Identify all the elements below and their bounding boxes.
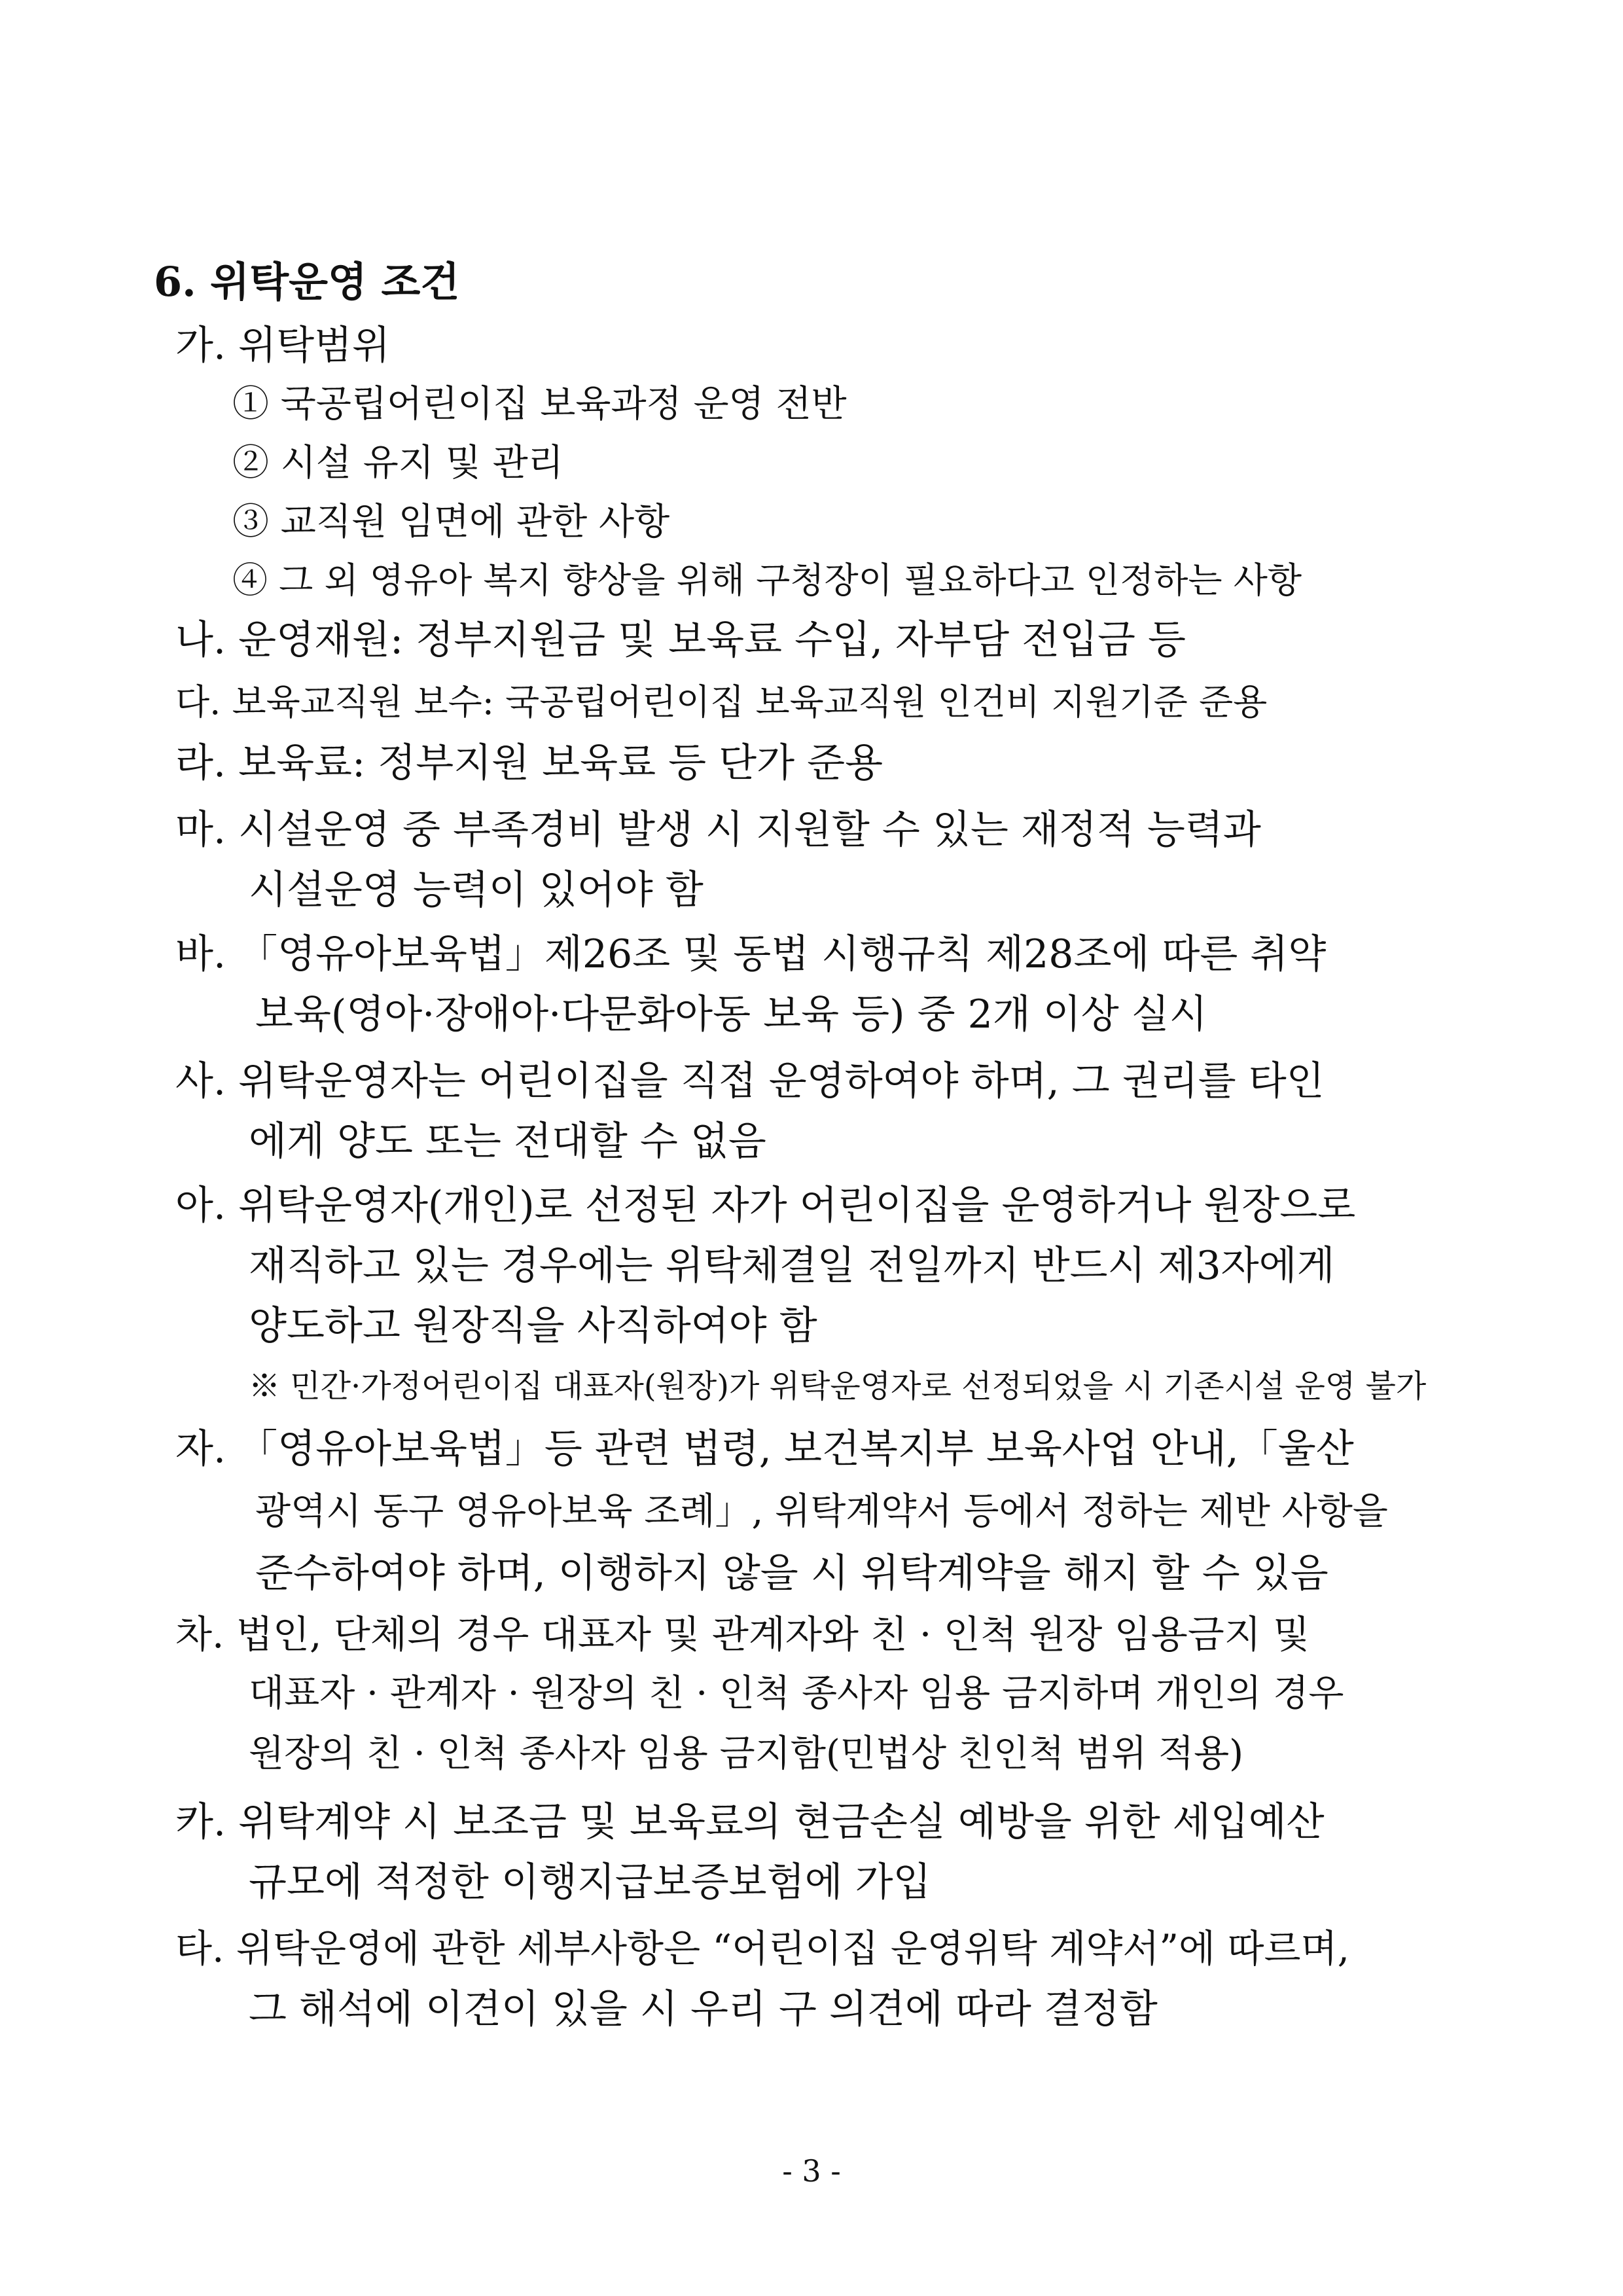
item-ja-line-3: 준수하여야 하며, 이행하지 않을 시 위탁계약을 해지 할 수 있음: [255, 1551, 1329, 1596]
item-da: 다. 보육교직원 보수: 국공립어린이집 보육교직원 인건비 지원기준 준용: [175, 681, 1268, 723]
item-ma-line-1: 마. 시설운영 중 부족경비 발생 시 지원할 수 있는 재정적 능력과: [175, 807, 1261, 853]
item-ja-line-2: 광역시 동구 영유아보육 조례」, 위탁계약서 등에서 정하는 제반 사항을: [255, 1490, 1388, 1533]
item-ga-4: ④ 그 외 영유아 복지 향상을 위해 구청장이 필요하다고 인정하는 사항: [232, 560, 1302, 601]
item-cha-line-3: 원장의 친 · 인척 종사자 임용 금지함(민법상 친인척 범위 적용): [249, 1732, 1244, 1775]
item-ba-line-2: 보육(영아·장애아·다문화아동 보육 등) 중 2개 이상 실시: [255, 992, 1207, 1037]
item-na: 나. 운영재원: 정부지원금 및 보육료 수입, 자부담 전입금 등: [175, 617, 1186, 663]
section-title: 6. 위탁운영 조건: [154, 258, 460, 306]
item-cha-line-2: 대표자 · 관계자 · 원장의 친 · 인척 종사자 임용 금지하며 개인의 경우: [249, 1672, 1344, 1715]
item-a-line-3: 양도하고 원장직을 사직하여야 함: [249, 1303, 817, 1349]
item-a-line-2: 재직하고 있는 경우에는 위탁체결일 전일까지 반드시 제3자에게: [249, 1243, 1335, 1289]
page-number: - 3 -: [782, 2153, 841, 2189]
item-ba-line-1: 바. 「영유아보육법」제26조 및 동법 시행규칙 제28조에 따른 취약: [175, 931, 1327, 977]
item-ta-line-2: 그 해석에 이견이 있을 시 우리 구 의견에 따라 결정함: [249, 1986, 1158, 2032]
item-ja-line-1: 자. 「영유아보육법」등 관련 법령, 보건복지부 보육사업 안내,「울산: [175, 1426, 1354, 1472]
item-a-note: ※ 민간·가정어린이집 대표자(원장)가 위탁운영자로 선정되었을 시 기존시설 운영 불가: [249, 1368, 1427, 1405]
item-ga: 가. 위탁범위: [175, 323, 390, 368]
item-ga-3: ③ 교직원 임면에 관한 사항: [232, 501, 670, 543]
item-ma-line-2: 시설운영 능력이 있어야 함: [249, 867, 704, 913]
item-sa-line-1: 사. 위탁운영자는 어린이집을 직접 운영하여야 하며, 그 권리를 타인: [175, 1058, 1325, 1104]
item-ga-2: ② 시설 유지 및 관리: [232, 442, 563, 484]
item-ga-1: ① 국공립어린이집 보육과정 운영 전반: [232, 383, 847, 425]
item-cha-line-1: 차. 법인, 단체의 경우 대표자 및 관계자와 친 · 인척 원장 임용금지 및: [175, 1612, 1310, 1657]
item-ka-line-2: 규모에 적정한 이행지급보증보험에 가입: [249, 1859, 931, 1905]
item-sa-line-2: 에게 양도 또는 전대할 수 없음: [249, 1119, 766, 1164]
item-a-line-1: 아. 위탁운영자(개인)로 선정된 자가 어린이집을 운영하거나 원장으로: [175, 1183, 1356, 1229]
item-ka-line-1: 카. 위탁계약 시 보조금 및 보육료의 현금손실 예방을 위한 세입예산: [175, 1799, 1325, 1845]
item-ra: 라. 보육료: 정부지원 보육료 등 단가 준용: [175, 740, 883, 786]
item-ta-line-1: 타. 위탁운영에 관한 세부사항은 “어린이집 운영위탁 계약서”에 따르며,: [175, 1926, 1350, 1971]
